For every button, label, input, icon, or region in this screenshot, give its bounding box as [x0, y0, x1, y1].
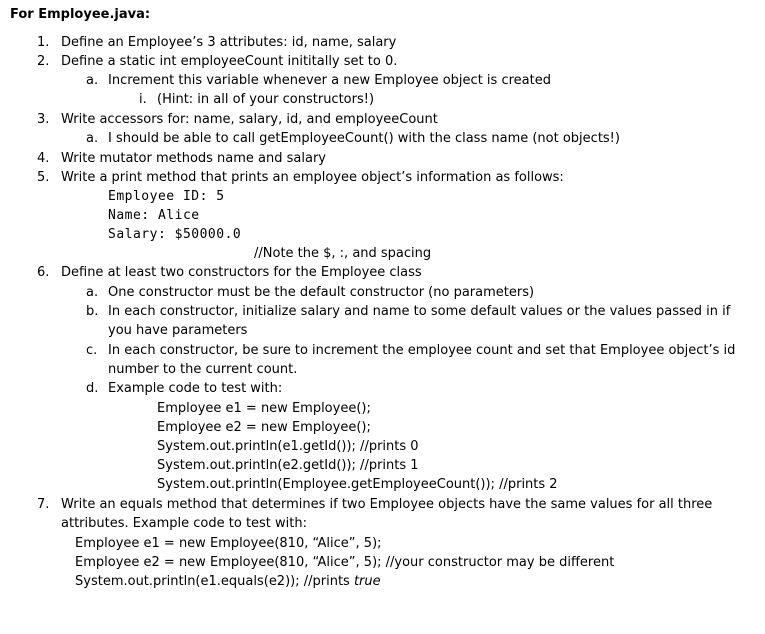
- sample-output-line: Name: Alice: [108, 208, 200, 223]
- item-number: 2.: [37, 54, 50, 69]
- code-line: Employee e2 = new Employee();: [157, 420, 371, 435]
- code-line-result: true: [353, 574, 381, 589]
- subitem-text-continued: you have parameters: [108, 323, 248, 338]
- subitem-letter: d.: [86, 381, 99, 396]
- subitem-letter: b.: [86, 304, 99, 319]
- item-number: 6.: [37, 265, 50, 280]
- item-text: Write mutator methods name and salary: [61, 151, 327, 166]
- item-text: Write accessors for: name, salary, id, and employeeCount: [61, 112, 438, 127]
- item-text: Write a print method that prints an employee object’s information as follows:: [61, 170, 564, 185]
- subitem-text: In each constructor, initialize salary and name to some default values or the values passed in if: [108, 304, 731, 319]
- subitem-letter: a.: [86, 73, 99, 88]
- item-number: 1.: [37, 35, 50, 50]
- item-number: 4.: [37, 151, 50, 166]
- code-line-text: System.out.println(e1.equals(e2)); //prints: [75, 574, 354, 589]
- item-text: Define at least two constructors for the Employee class: [61, 265, 422, 280]
- item-text: Write an equals method that determines if two Employee objects have the same values for all three: [61, 497, 713, 512]
- subitem-text: In each constructor, be sure to increment the employee count and set that Employee object’s id: [108, 343, 736, 358]
- subitem-text: One constructor must be the default constructor (no parameters): [108, 285, 535, 300]
- code-line: System.out.println(e1.getId()); //prints 0: [157, 439, 419, 454]
- item-number: 7.: [37, 497, 50, 512]
- item-number: 3.: [37, 112, 50, 127]
- subitem-letter: a.: [86, 131, 99, 146]
- code-line: Employee e1 = new Employee();: [157, 401, 371, 416]
- code-line: Employee e1 = new Employee(810, “Alice”, 5);: [75, 536, 382, 551]
- sample-output-line: Salary: $50000.0: [108, 227, 242, 242]
- item-text: Define a static int employeeCount inititally set to 0.: [61, 54, 398, 69]
- code-line: System.out.println(Employee.getEmployeeCount()); //prints 2: [157, 477, 558, 492]
- code-line: Employee e2 = new Employee(810, “Alice”, 5); //your constructor may be different: [75, 555, 615, 570]
- subitem-text: Example code to test with:: [108, 381, 283, 396]
- subsubitem-roman: i.: [139, 92, 147, 107]
- item-text: Define an Employee’s 3 attributes: id, name, salary: [61, 35, 397, 50]
- code-line: [75, 572, 381, 591]
- subitem-text: Increment this variable whenever a new Employee object is created: [108, 73, 551, 88]
- document-title: For Employee.java:: [10, 7, 151, 22]
- code-line: System.out.println(e2.getId()); //prints 1: [157, 458, 419, 473]
- subsubitem-text: (Hint: in all of your constructors!): [157, 92, 375, 107]
- subitem-letter: c.: [86, 343, 98, 358]
- sample-output-line: Employee ID: 5: [108, 189, 225, 204]
- format-note: //Note the $, :, and spacing: [254, 246, 432, 261]
- subitem-text-continued: number to the current count.: [108, 362, 298, 377]
- subitem-text: I should be able to call getEmployeeCount() with the class name (not objects!): [108, 131, 620, 146]
- subitem-letter: a.: [86, 285, 99, 300]
- item-number: 5.: [37, 170, 50, 185]
- item-text-continued: attributes. Example code to test with:: [61, 516, 307, 531]
